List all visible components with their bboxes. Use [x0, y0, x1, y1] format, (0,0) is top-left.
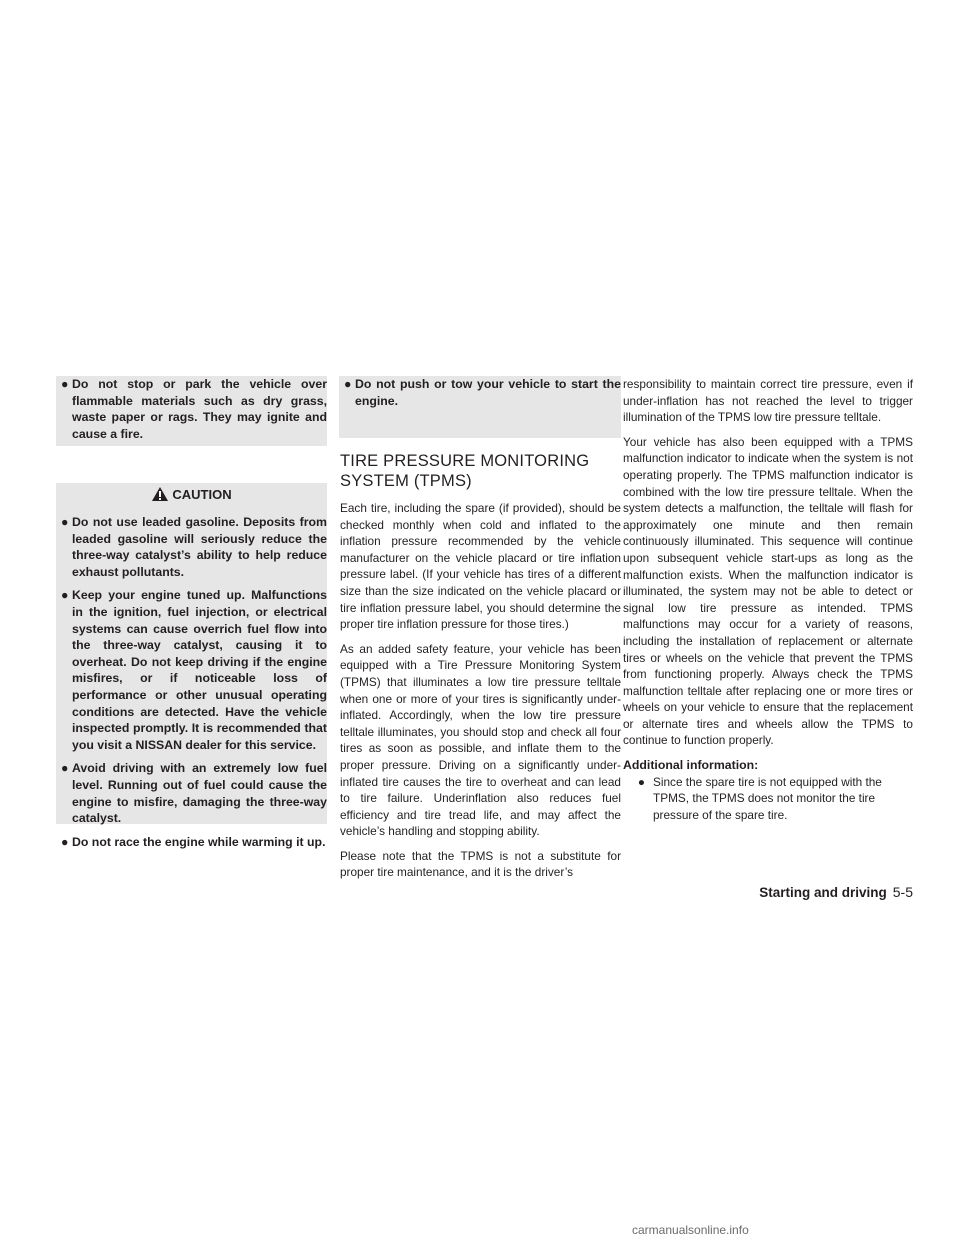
page-number: 5-5	[892, 884, 913, 900]
bullet-icon: ●	[61, 377, 69, 391]
bullet-icon: ●	[344, 377, 352, 391]
section-heading: TIRE PRESSURE MONITORING SYSTEM (TPMS)	[340, 452, 590, 490]
caution-title: CAUTION	[172, 487, 232, 502]
paragraph: Each tire, including the spare (if provided), should be checked monthly when cold and inflated to the inflation pressure recommended by the vehicle manufacturer on the vehicle placard or tire inflation pressure label. (If your vehicle has tires of a different size than the size indicated on the vehicle placard or tire inflation pressure label, you should determine the proper tire inflation pressure for those tires.)	[340, 501, 621, 632]
caution-item: ● Avoid driving with an extremely low fuel level. Running out of fuel could cause the engine to misfire, damaging the three-way catalyst.	[56, 760, 327, 826]
paragraph: Your vehicle has also been equipped with a TPMS malfunction indicator to indicate when the system is not operating properly. The TPMS malfunction indicator is combined with the low tire pressure telltale. When the system detects a malfunction, the telltale will flash for approximately one minute and then remain continuously illuminated. This sequence will continue upon subsequent vehicle start-ups as long as the malfunction exists. When the malfunction indicator is illuminated, the system may not be able to detect or signal low tire pressure as intended. TPMS malfunctions may occur for a variety of reasons, including the installation of replacement or alternate tires or wheels on the vehicle that prevent the TPMS from functioning properly. Always check the TPMS malfunction telltale after replacing one or more tires or wheels on your vehicle to ensure that the replacement or alternate tires and wheels allow the TPMS to continue to function properly.	[623, 434, 913, 748]
warning-box-mid	[339, 376, 621, 438]
bullet-icon: ●	[61, 761, 69, 776]
footer-section-name: Starting and driving	[759, 885, 887, 900]
caution-item: ● Do not race the engine while warming it up.	[56, 834, 327, 851]
watermark-text: carmanualsonline.info	[632, 1223, 749, 1237]
list-item: ● Since the spare tire is not equipped with the TPMS, the TPMS does not monitor the tire pressure of the spare tire.	[623, 774, 913, 824]
paragraph: As an added safety feature, your vehicle has been equipped with a Tire Pressure Monitoring System (TPMS) that illuminates a low tire pressure telltale when one or more of your tires is significantly under-inflated. Accordingly, when the low tire pressure telltale illuminates, you should stop and check all four tires as soon as possible, and inflate them to the proper pressure. Driving on a significantly under-inflated tire causes the tire to overheat and can lead to tire failure. Underinflation also reduces fuel efficiency and tire tread life, and may affect the vehicle’s handling and stopping ability.	[340, 641, 621, 839]
caution-box	[56, 507, 327, 849]
bullet-icon: ●	[61, 834, 69, 849]
paragraph: responsibility to maintain correct tire pressure, even if under-inflation has not reached the level to trigger illumination of the TPMS low tire pressure telltale.	[623, 377, 913, 425]
warning-item: ● Do not stop or park the vehicle over flammable materials such as dry grass, waste paper or rags. They may ignite and cause a fire.	[56, 376, 327, 442]
caution-item: ● Keep your engine tuned up. Malfunctions in the ignition, fuel injection, or electrical systems can cause overrich fuel flow into the three-way catalyst, causing it to overheat. Do not keep driving if the engine misfires, or if noticeable loss of performance or other unusual operating conditions are detected. Have the vehicle inspected promptly. It is recommended that you visit a NISSAN dealer for this service.	[56, 587, 327, 753]
warning-box-continued	[56, 376, 327, 446]
bullet-icon: ●	[61, 515, 69, 529]
section-body-right	[623, 376, 913, 823]
bullet-icon: ●	[61, 588, 69, 603]
caution-header	[56, 483, 327, 507]
additional-info-label: Additional information:	[623, 758, 759, 773]
warning-triangle-icon	[151, 486, 169, 502]
warning-item: ● Do not push or tow your vehicle to start the engine.	[339, 376, 621, 409]
section-body-left	[340, 500, 621, 889]
page-footer	[759, 884, 913, 900]
paragraph: Please note that the TPMS is not a substitute for proper tire maintenance, and it is the driver’s	[340, 848, 621, 880]
bullet-icon: ●	[637, 774, 645, 789]
caution-item: ● Do not use leaded gasoline. Deposits from leaded gasoline will seriously reduce the three-way catalyst’s ability to help reduce exhaust pollutants.	[56, 514, 327, 580]
